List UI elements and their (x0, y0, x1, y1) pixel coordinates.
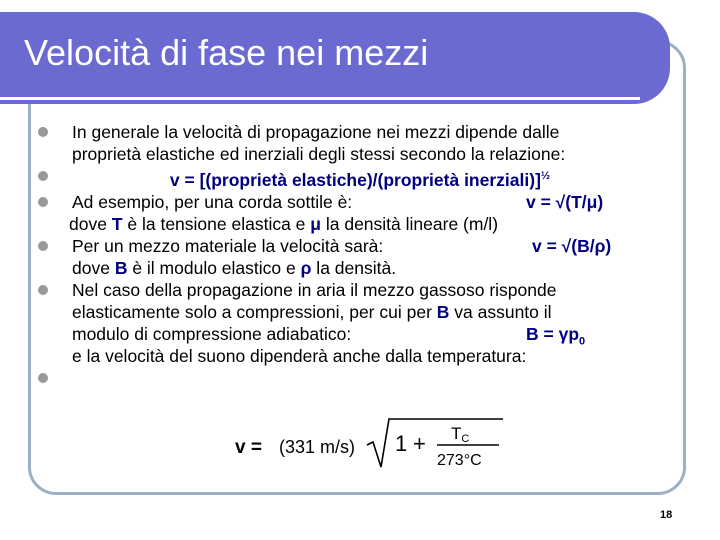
adiabatic-modulus-formula (526, 323, 585, 353)
bullet-1-line-2: proprietà elastiche ed inerziali degli stessi secondo la relazione: (72, 144, 566, 164)
text-fragment: dove (69, 213, 112, 234)
formula-lhs: v = (235, 437, 262, 458)
text-fragment: la densità lineare (m/l) (321, 213, 499, 234)
bullet-6-empty (72, 367, 678, 389)
slide-title: Velocità di fase nei mezzi (24, 32, 429, 73)
bulk-modulus-symbol: B (114, 257, 128, 278)
bullet-1-line-1: In generale la velocità di propagazione nei mezzi dipende dalle (72, 122, 560, 142)
title-underline (0, 97, 640, 100)
bullet-3-line-2 (69, 213, 678, 235)
bullet-5-line-4: e la velocità del suono dipenderà anche dalla temperatura: (72, 345, 527, 366)
bullet-list (38, 121, 678, 389)
bullet-1 (38, 121, 678, 165)
bullet-3-text: Ad esempio, per una corda sottile è: (72, 191, 353, 212)
text-fragment: la densità. (311, 257, 397, 278)
bullet-2-line (72, 165, 678, 191)
elastic-inertial-formula: v = [(proprietà elastiche)/(proprietà inerziali)] (169, 169, 541, 190)
formula-numerator (451, 424, 469, 445)
string-velocity-formula: v = √(T/μ) (526, 191, 604, 212)
bullet-5 (38, 279, 678, 367)
tension-symbol: T (111, 213, 123, 234)
formula-one: 1 (395, 431, 408, 456)
medium-velocity-formula: v = √(B/ρ) (532, 235, 612, 256)
bullet-3-line-1 (72, 191, 678, 213)
bullet-6 (38, 367, 678, 389)
bullet-3 (38, 191, 678, 235)
text-fragment: modulo di compressione adiabatico: (72, 323, 352, 344)
bullet-2 (38, 165, 678, 191)
text-fragment: dove (72, 257, 115, 278)
bullet-4-text: Per un mezzo materiale la velocità sarà: (72, 235, 384, 256)
formula-main: B = γp (526, 323, 580, 344)
formula-denominator: 273°C (437, 452, 482, 469)
page-number: 18 (660, 509, 673, 521)
bullet-4-line-2 (72, 257, 678, 279)
rho-symbol: ρ (300, 257, 312, 278)
numerator-t: T (451, 424, 462, 443)
bullet-5-line-1: Nel caso della propagazione in aria il mezzo gassoso risponde (72, 279, 557, 300)
bullet-5-line-3 (72, 323, 678, 348)
formula-exponent: ½ (540, 170, 551, 182)
formula-plus: + (413, 431, 426, 456)
numerator-sub: C (461, 433, 470, 445)
sqrt-sign (367, 419, 503, 467)
mu-symbol: μ (310, 213, 321, 234)
bullet-4 (38, 235, 678, 279)
bulk-modulus-symbol: B (436, 301, 450, 322)
bullet-5-line-2 (72, 301, 678, 323)
formula-coefficient: (331 m/s) (279, 437, 356, 457)
text-fragment: va assunto il (449, 301, 552, 322)
bullet-4-line-1 (72, 235, 678, 257)
formula-subscript: 0 (579, 335, 586, 348)
sound-speed-formula (235, 415, 505, 473)
text-fragment: è la tensione elastica e (122, 213, 311, 234)
text-fragment: è il modulo elastico e (127, 257, 301, 278)
text-fragment: elasticamente solo a compressioni, per cui per (72, 301, 437, 322)
